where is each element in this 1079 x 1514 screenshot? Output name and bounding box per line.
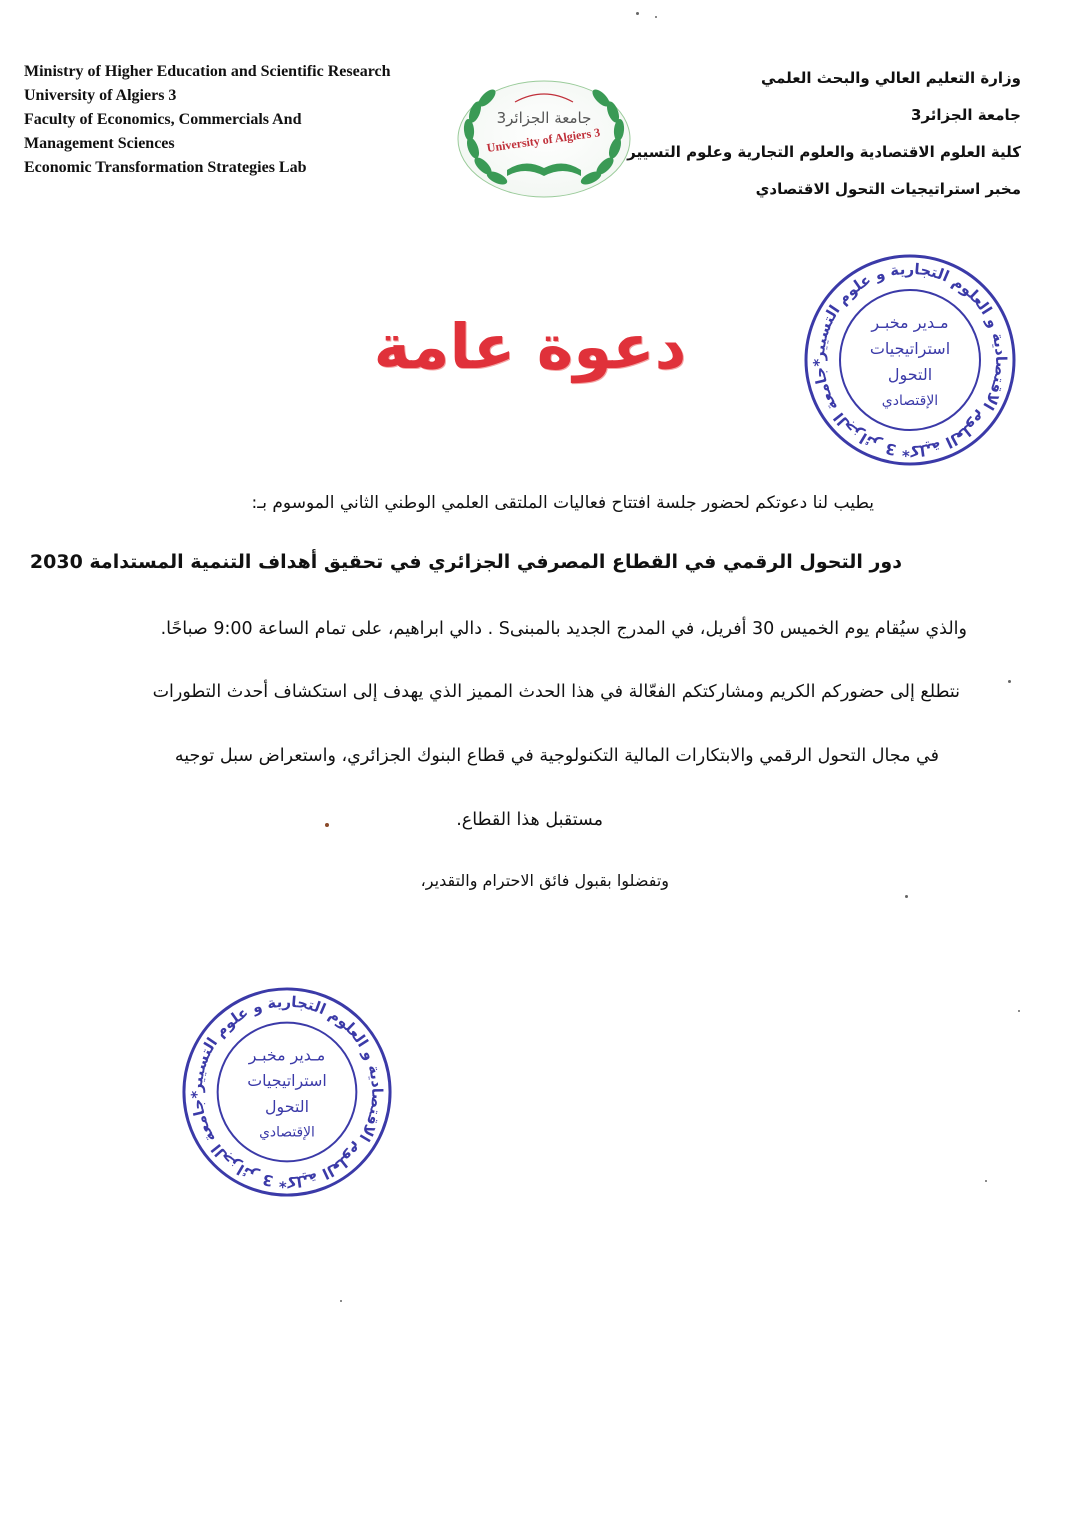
paragraph-line-3: مستقبل هذا القطاع.	[456, 810, 603, 830]
stamp-line-3: التحول	[265, 1096, 309, 1116]
scan-speck	[1018, 1010, 1020, 1012]
lab-name-en: Economic Transformation Strategies Lab	[24, 159, 307, 176]
faculty-name-ar: كلية العلوم الاقتصادية والعلوم التجارية وعلوم التسيير	[627, 143, 1021, 161]
faculty-name-en-line1: Faculty of Economics, Commercials And	[24, 111, 302, 128]
paragraph-line-2: في مجال التحول الرقمي والابتكارات المالية التكنولوجية في قطاع البنوك الجزائري، واستعراض سبل توجيه	[174, 746, 939, 766]
stamp-line-1: مـدير مخبـر	[248, 1045, 326, 1065]
lab-name-ar: مخبر استراتيجيات التحول الاقتصادي	[755, 180, 1021, 198]
stamp-line-2: استراتيجيات	[869, 339, 951, 358]
lab-director-stamp-top	[800, 250, 1020, 470]
lab-director-stamp-bottom	[178, 983, 396, 1201]
scan-speck	[636, 12, 639, 15]
conference-theme: دور التحول الرقمي في القطاع المصرفي الجزائري في تحقيق أهداف التنمية المستدامة 2030	[29, 551, 902, 573]
header-arabic	[601, 60, 1021, 208]
scan-speck	[325, 823, 329, 827]
event-details: والذي سيُقام يوم الخميس 30 أفريل، في المدرج الجديد بالمبنىS . دالي ابراهيم، على تمام الساعة 9:00 صباحًا.	[160, 619, 967, 639]
logo-arabic-text: جامعة الجزائر3	[496, 109, 592, 127]
closing-text: وتفضلوا بقبول فائق الاحترام والتقدير،	[420, 871, 669, 890]
stamp-line-4: الإقتصادي	[259, 1124, 315, 1141]
logo-english-text: University of Algiers 3	[485, 125, 602, 155]
stamp-line-2: استراتيجيات	[247, 1071, 327, 1091]
stamp-ring-text: جامعة الجزائر 3 *كلية العلوم الاقتصادية و العلوم التجارية و علوم التسيير*	[187, 992, 387, 1192]
scan-speck	[655, 16, 657, 18]
scan-speck	[340, 1300, 342, 1302]
ministry-name-en: Ministry of Higher Education and Scientific Research	[24, 63, 391, 80]
scan-speck	[1008, 680, 1011, 683]
stamp-line-4: الإقتصادي	[881, 393, 939, 409]
intro-text: يطيب لنا دعوتكم لحضور جلسة افتتاح فعاليات الملتقى العلمي الوطني الثاني الموسوم بـ:	[251, 493, 874, 513]
faculty-name-en-line2: Management Sciences	[24, 135, 175, 152]
ministry-name-ar: وزارة التعليم العالي والبحث العلمي	[760, 69, 1021, 87]
scan-speck	[905, 895, 908, 898]
stamp-ring-text: جامعة الجزائر 3 *كلية العلوم الاقتصادية و العلوم التجارية و علوم التسيير*	[809, 259, 1011, 461]
stamp-line-1: مـدير مخبـر	[871, 313, 949, 332]
invitation-title: دعوة عامة	[373, 310, 687, 383]
university-name-ar: جامعة الجزائر3	[911, 106, 1021, 124]
scan-speck	[985, 1180, 987, 1182]
header-english	[24, 60, 464, 180]
stamp-line-3: التحول	[887, 365, 933, 384]
university-name-en: University of Algiers 3	[24, 87, 177, 104]
paragraph-line-1: نتطلع إلى حضوركم الكريم ومشاركتكم الفعّالة في هذا الحدث المميز الذي يهدف إلى استكشاف أحدث التطورات	[152, 682, 960, 702]
